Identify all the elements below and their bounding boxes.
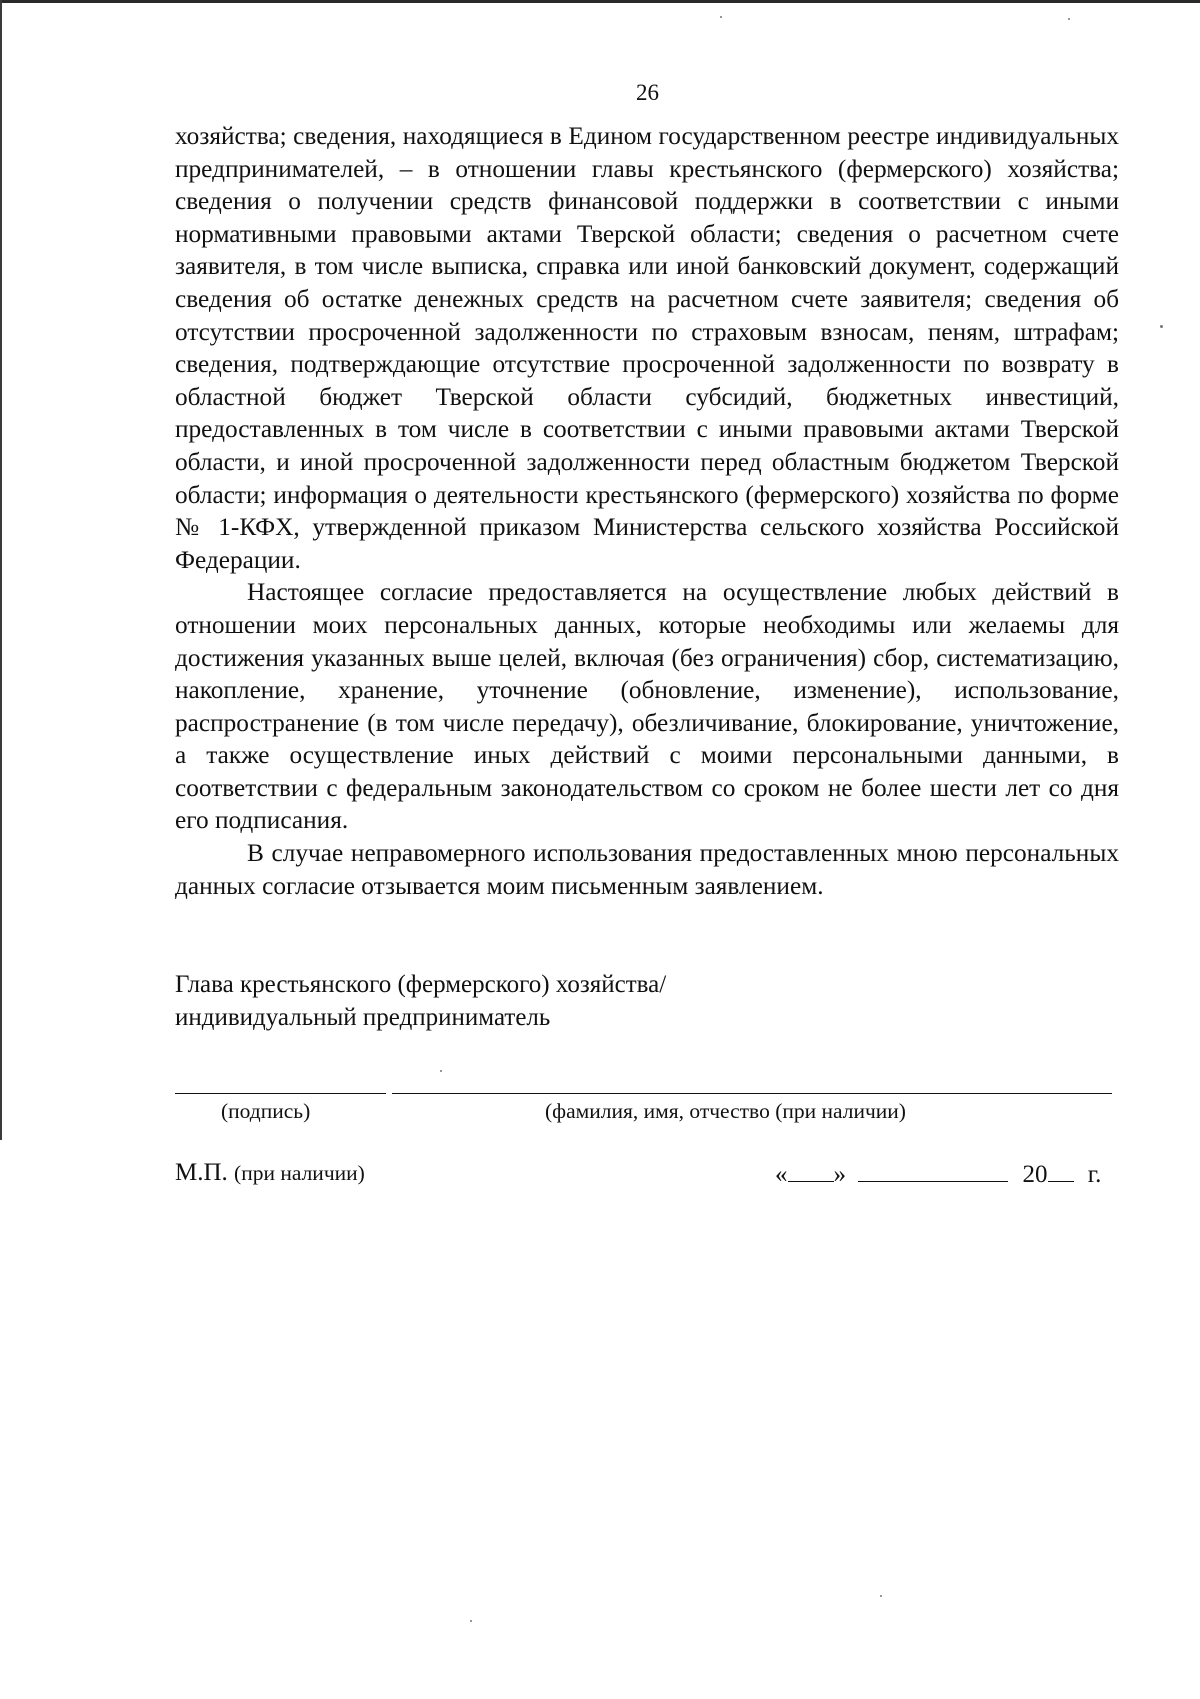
full-name-caption: (фамилия, имя, отчество (при наличии) bbox=[545, 1099, 906, 1123]
signature-caption: (подпись) bbox=[221, 1099, 311, 1123]
scan-speck bbox=[1068, 18, 1070, 20]
scan-edge-left bbox=[0, 0, 2, 1140]
signature-line bbox=[175, 1093, 386, 1094]
scan-speck bbox=[720, 16, 722, 18]
month-blank bbox=[858, 1159, 1008, 1182]
year-prefix: 20 bbox=[1022, 1161, 1048, 1188]
date-field bbox=[775, 1159, 1101, 1189]
stamp-place bbox=[175, 1159, 365, 1187]
scan-speck bbox=[1160, 325, 1163, 328]
scan-speck bbox=[440, 1070, 442, 1072]
scan-speck bbox=[470, 1620, 472, 1622]
year-blank bbox=[1048, 1159, 1074, 1182]
stamp-label: М.П. bbox=[175, 1159, 228, 1186]
date-close-quote: » bbox=[833, 1161, 846, 1188]
page-number: 26 bbox=[636, 80, 659, 105]
paragraph-revocation: В случае неправомерного использования предоставленных мною персональных данных согласие отзывается моим письменным заявлением. bbox=[175, 839, 1119, 900]
year-suffix: г. bbox=[1087, 1161, 1102, 1188]
full-name-line bbox=[392, 1093, 1112, 1094]
paragraph-continuation: хозяйства; сведения, находящиеся в Едином государственном реестре индивидуальных предпринимателей, – в отношении главы крестьянского (фермерского) хозяйства; сведения о получении средств финансовой поддержки в соответствии с иными нормативными правовыми актами Тверской области; сведения о расчетном счете заявителя, в том числе выписка, справка или иной банковский документ, содержащий сведения об остатке денежных средств на расчетном счете заявителя; сведения об отсутствии просроченной задолженности по страховым взносам, пеням, штрафам; сведения, подтверждающие отсутствие просроченной задолженности по возврату в областной бюджет Тверской области субсидий, бюджетных инвестиций, предоставленных в том числе в соответствии с иными правовыми актами Тверской области, и иной просроченной задолженности перед областным бюджетом Тверской области; информация о деятельности крестьянского (фермерского) хозяйства по форме № 1-КФХ, утвержденной приказом Министерства сельского хозяйства Российской Федерации. bbox=[175, 122, 1119, 574]
document-body bbox=[175, 120, 1119, 902]
signatory-role-line-1: Глава крестьянского (фермерского) хозяйства/ bbox=[175, 971, 667, 998]
stamp-note: (при наличии) bbox=[234, 1161, 365, 1185]
date-open-quote: « bbox=[775, 1161, 788, 1188]
day-blank bbox=[788, 1159, 834, 1182]
signatory-role-line-2: индивидуальный предприниматель bbox=[175, 1004, 551, 1031]
scan-speck bbox=[880, 1595, 882, 1597]
scan-edge-top bbox=[0, 0, 1200, 3]
signatory-role bbox=[175, 968, 666, 1034]
paragraph-consent-scope: Настоящее согласие предоставляется на осуществление любых действий в отношении моих персональных данных, которые необходимы или желаемы для достижения указанных выше целей, включая (без ограничения) сбор, систематизацию, накопление, хранение, уточнение (обновление, изменение), использование, распространение (в том числе передачу), обезличивание, блокирование, уничтожение, а также осуществление иных действий с моими персональными данными, в соответствии с федеральным законодательством со сроком не более шести лет со дня его подписания. bbox=[175, 578, 1119, 835]
